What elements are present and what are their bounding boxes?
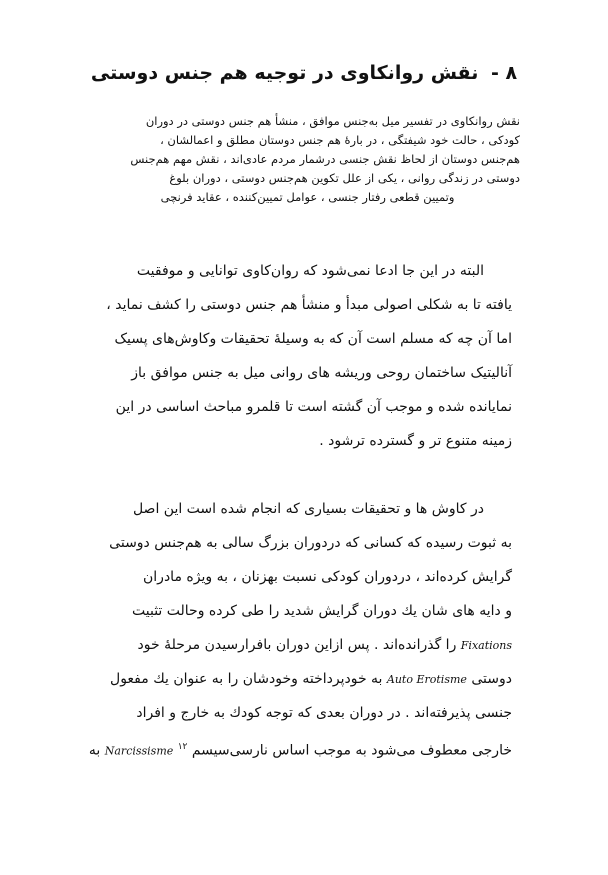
abstract-line: دوستی در زندگی روانی ، یکی از علل تکوین هم‌جنس دوستی ، دوران بلوغ xyxy=(169,171,520,185)
abstract-line: هم‌جنس دوستان از لحاظ نقش جنسی درشمار مردم عادی‌اند ، نقش مهم هم‌جنس xyxy=(130,152,520,166)
abstract-line: کودکی ، حالت خود شیفتگی ، در بارهٔ هم جنس دوستان مطلق و اعمالشان ، xyxy=(160,133,520,147)
footnote-marker: ۱۲ xyxy=(177,742,188,752)
paragraph-2 xyxy=(88,492,512,764)
latin-term-fixations: Fixations xyxy=(460,639,512,652)
paragraph-line: در کاوش ها و تحقیقات بسیاری که انجام شده است این اصل xyxy=(132,501,484,517)
chapter-title-text: نقش روانکاوی در توجیه هم جنس دوستی xyxy=(90,62,479,84)
paragraph-line: به ثبوت رسیده که کسانی که دردوران بزرگ سالی به هم‌جنس دوستی xyxy=(109,535,512,551)
paragraph-line: گرایش کرده‌اند ، دردوران کودکی نسبت بهزنان ، به ویژه مادران xyxy=(143,569,512,585)
paragraph-line: و دایه های شان یك دوران گرایش شدید را طی کرده وحالت تثبیت xyxy=(132,603,512,619)
paragraph-line xyxy=(92,628,512,662)
paragraph-line: زمینه متنوع تر و گسترده ترشود . xyxy=(319,433,512,449)
paragraph-line: یافته تا به شکلی اصولی مبدأ و منشأ هم جنس دوستی را کشف نماید ، xyxy=(106,297,512,313)
latin-term-auto-erotisme: Auto Erotisme xyxy=(386,673,467,686)
chapter-title xyxy=(80,62,528,84)
paragraph-line xyxy=(92,662,512,696)
paragraph-text: دوستی xyxy=(471,671,512,687)
latin-term-narcissisme: Narcissisme xyxy=(104,744,174,758)
paragraph-line: جنسی پذیرفته‌اند . در دوران بعدی که توجه کودك به خارج و افراد xyxy=(136,705,512,721)
paragraph-text: به xyxy=(88,742,101,759)
paragraph-line: نمایانده شده و موجب آن گشته است تا قلمرو مباحث اساسی در این xyxy=(115,399,512,415)
paragraph-1 xyxy=(92,254,512,458)
paragraph-text: به خودپرداخته وخودشان را به عنوان یك مفعول xyxy=(110,671,383,687)
abstract-line: نقش روانکاوی در تفسیر میل به‌جنس موافق ، منشأ هم جنس دوستی در دوران xyxy=(145,114,520,128)
chapter-abstract xyxy=(95,112,520,207)
abstract-line: وتمیین قطعی رفتار جنسی ، عوامل تمیین‌کننده ، عقاید فرنچی xyxy=(160,190,455,204)
paragraph-text: خارجی معطوف می‌شود به موجب اساس نارسی‌سیسم xyxy=(191,742,512,759)
paragraph-text: را گذرانده‌اند . پس ازاین دوران بافرارسیدن مرحلهٔ خود xyxy=(137,637,457,653)
paragraph-line: اما آن چه که مسلم است آن که به وسیلهٔ تحقیقات وکاوش‌های پسیک xyxy=(114,331,512,347)
paragraph-line: البته در این جا ادعا نمی‌شود که روان‌کاوی توانایی و موفقیت xyxy=(136,263,484,279)
paragraph-line xyxy=(88,730,512,764)
chapter-number: ۸ - xyxy=(490,62,518,84)
paragraph-line: آنالیتیک ساختمان روحی وریشه های روانی میل به جنس موافق باز xyxy=(131,365,512,381)
